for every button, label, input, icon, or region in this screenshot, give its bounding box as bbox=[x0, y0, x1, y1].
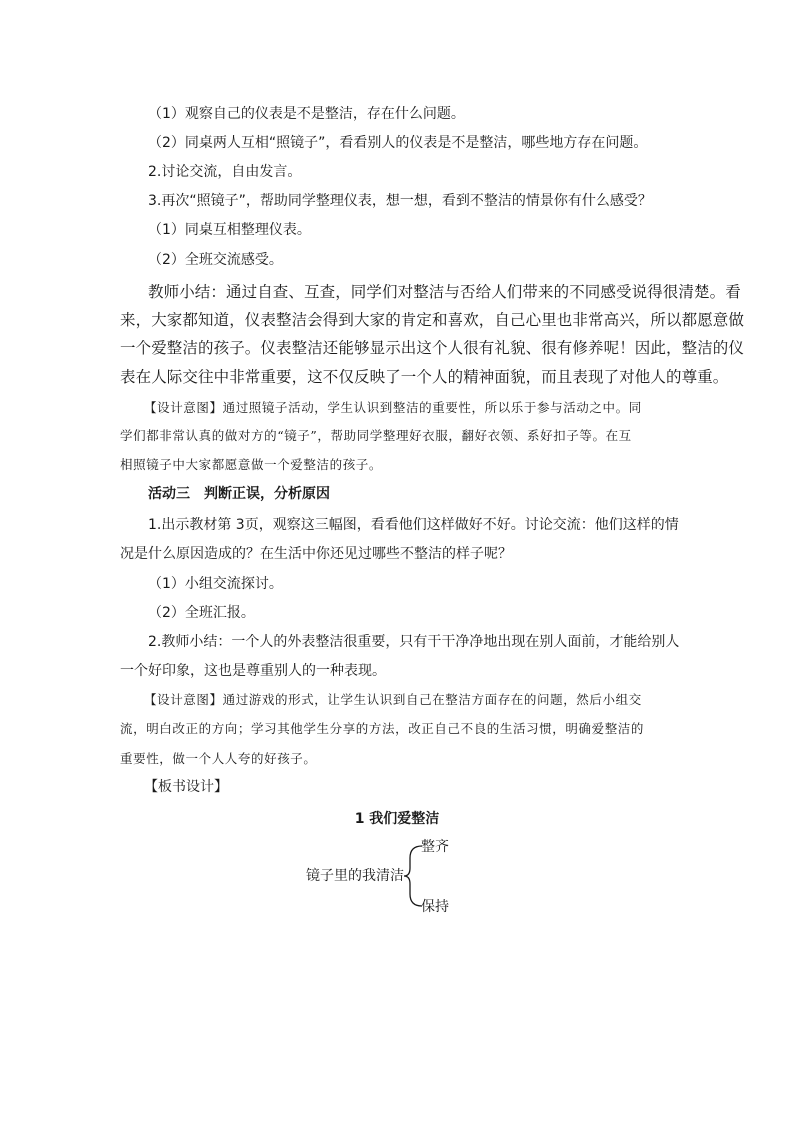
paragraph-line: 3.再次“照镜子”，帮助同学整理仪表，想一想，看到不整洁的情景你有什么感受？ bbox=[148, 193, 652, 209]
paragraph-line: 2.教师小结：一个人的外表整洁很重要，只有干干净净地出现在别人面前，才能给别人 bbox=[148, 634, 680, 650]
board-branch-top: 整齐 bbox=[421, 839, 449, 855]
paragraph-line: 1.出示教材第 3页，观察这三幅图，看看他们这样做好不好。讨论交流：他们这样的情 bbox=[148, 517, 679, 533]
board-title: 1 我们爱整洁 bbox=[354, 811, 440, 827]
paragraph-line: （1）小组交流探讨。 bbox=[148, 576, 283, 592]
paragraph-line: （2）全班交流感受。 bbox=[148, 252, 283, 268]
design-intent-line: 【设计意图】通过照镜子活动，学生认识到整洁的重要性，所以乐于参与活动之中。同 bbox=[144, 400, 642, 415]
board-design-heading: 【板书设计】 bbox=[144, 779, 228, 795]
paragraph-line: 2.讨论交流，自由发言。 bbox=[148, 164, 302, 180]
board-left-label: 镜子里的我清洁 bbox=[306, 868, 404, 884]
summary-line: 表在人际交往中非常重要，这不仅反映了一个人的精神面貌，而且表现了对他人的尊重。 bbox=[120, 368, 729, 386]
brace-bracket bbox=[400, 840, 430, 920]
design-intent-line: 相照镜子中大家都愿意做一个爱整洁的孩子。 bbox=[120, 457, 383, 472]
paragraph-line: （2）全班汇报。 bbox=[148, 605, 255, 621]
summary-line: 教师小结：通过自查、互查，同学们对整洁与否给人们带来的不同感受说得很清楚。看 bbox=[148, 283, 741, 301]
activity-heading: 活动三 判断正误，分析原因 bbox=[148, 486, 330, 502]
paragraph-line: 况是什么原因造成的？在生活中你还见过哪些不整洁的样子呢？ bbox=[120, 546, 512, 562]
design-intent-line: 重要性，做一个人人夸的好孩子。 bbox=[120, 751, 317, 766]
board-branch-bottom: 保持 bbox=[421, 899, 449, 915]
paragraph-line: 一个好印象，这也是尊重别人的一种表现。 bbox=[120, 663, 386, 679]
paragraph-line: （1）同桌互相整理仪表。 bbox=[148, 222, 311, 238]
summary-line: 一个爱整洁的孩子。仪表整洁还能够显示出这个人很有礼貌、很有修养呢！因此，整洁的仪 bbox=[120, 339, 745, 357]
design-intent-line: 【设计意图】通过游戏的形式，让学生认识到自己在整洁方面存在的问题，然后小组交 bbox=[144, 692, 642, 707]
design-intent-line: 流，明白改正的方向；学习其他学生分享的方法，改正自己不良的生活习惯，明确爱整洁的 bbox=[120, 721, 645, 736]
summary-line: 来，大家都知道，仪表整洁会得到大家的肯定和喜欢，自己心里也非常高兴，所以都愿意做 bbox=[120, 311, 745, 329]
paragraph-line: （2）同桌两人互相“照镜子”，看看别人的仪表是不是整洁，哪些地方存在问题。 bbox=[148, 135, 648, 151]
design-intent-line: 学们都非常认真的做对方的“镜子”，帮助同学整理好衣服，翻好衣领、系好扣子等。在互 bbox=[120, 428, 632, 443]
paragraph-line: （1）观察自己的仪表是不是整洁，存在什么问题。 bbox=[148, 106, 465, 122]
